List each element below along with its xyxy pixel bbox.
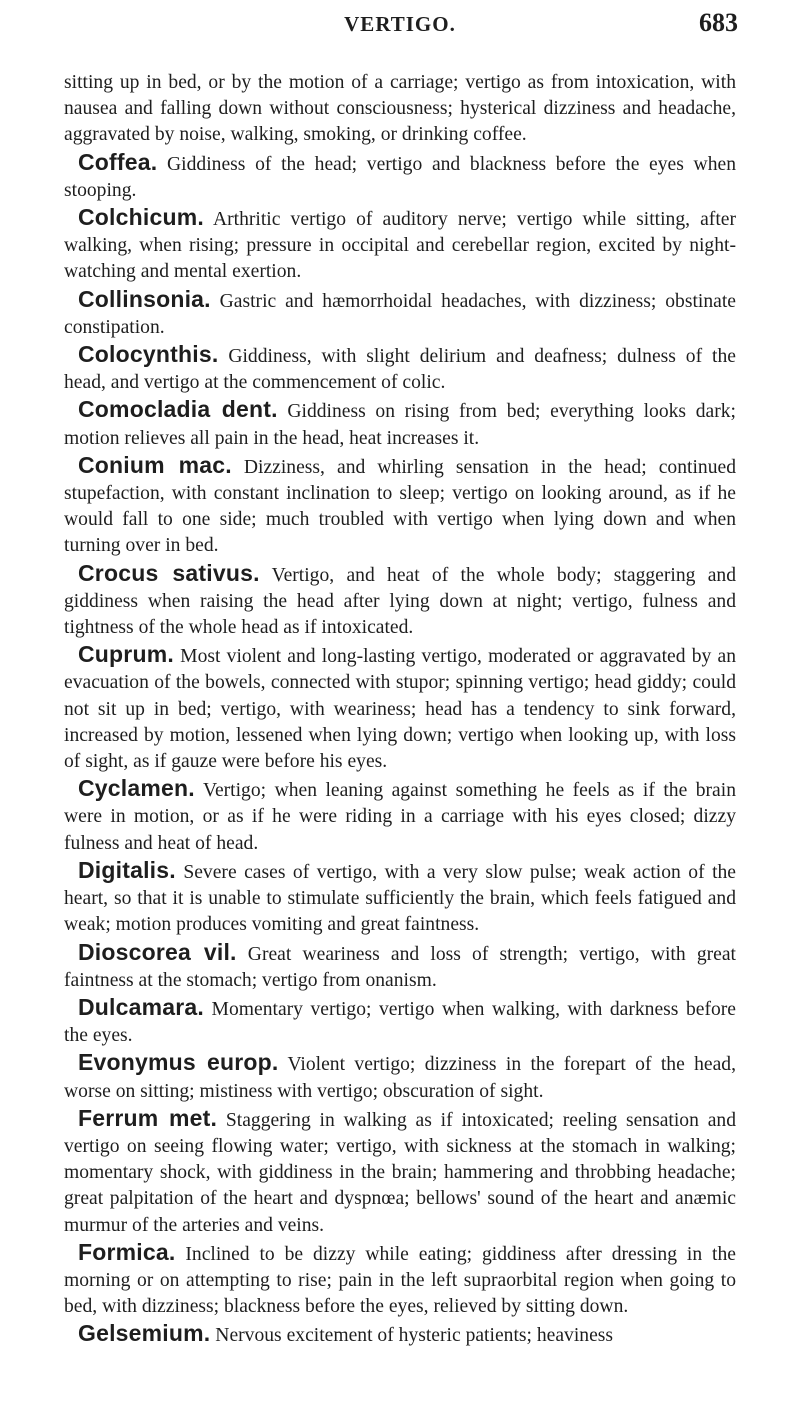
remedy-name: Coffea. xyxy=(78,148,158,175)
remedy-name: Conium mac. xyxy=(78,451,232,478)
remedy-entry xyxy=(64,204,736,286)
running-title: VERTIGO. xyxy=(344,12,456,36)
remedy-entry xyxy=(64,286,736,341)
remedy-entry xyxy=(64,939,736,994)
continuation-paragraph: sitting up in bed, or by the motion of a carriage; vertigo as from intoxication, with nausea and falling down without consciousness; hysterical dizziness and headache, aggravated by noise, walking, smoking, or drinking coffee. xyxy=(64,72,736,146)
remedy-description: Momentary vertigo; vertigo when walking, with darkness before the eyes. xyxy=(64,998,736,1047)
remedy-entry xyxy=(64,857,736,939)
remedy-entry xyxy=(64,1049,736,1104)
page-header xyxy=(64,0,736,58)
remedy-description: Nervous excitement of hysteric patients; heaviness xyxy=(210,1325,614,1347)
remedy-entry xyxy=(64,1105,736,1239)
remedy-description: Gastric and hæmorrhoidal headaches, with dizziness; obstinate constipation. xyxy=(64,290,736,338)
page-number: 683 xyxy=(699,8,738,37)
remedy-entry xyxy=(64,641,736,775)
remedy-entry xyxy=(64,396,736,451)
remedy-description: Violent vertigo; dizziness in the forepart of the head, worse on sitting; mistiness with vertigo; obscuration of sight. xyxy=(64,1054,737,1102)
remedy-name: Colchicum. xyxy=(78,204,204,231)
remedy-entry xyxy=(64,341,736,396)
remedy-name: Dulcamara. xyxy=(78,993,205,1020)
remedy-name: Ferrum met. xyxy=(78,1104,218,1131)
remedy-description: Severe cases of vertigo, with a very slow pulse; weak action of the heart, so that it is unable to stimulate sufficiently the brain, which feels fatigued and weak; motion produces vomiting and great faintness. xyxy=(64,861,736,936)
remedy-description: Giddiness of the head; vertigo and blackness before the eyes when stooping. xyxy=(64,153,736,201)
remedy-name: Collinsonia. xyxy=(78,285,211,312)
remedy-description: Vertigo, and heat of the whole body; staggering and giddiness when raising the head after lying down at night; vertigo, fulness and tightness of the whole head as if intoxicated. xyxy=(64,564,736,639)
remedy-entry xyxy=(64,1320,736,1349)
remedy-name: Cyclamen. xyxy=(78,775,195,802)
remedy-entry xyxy=(64,775,736,857)
remedy-description: Vertigo; when leaning against something he feels as if the brain were in motion, or as if he were riding in a carriage with his eyes closed; dizzy fulness and heat of head. xyxy=(64,780,736,854)
remedy-entry xyxy=(64,560,736,642)
remedy-description: Arthritic vertigo of auditory nerve; vertigo while sitting, after walking, when rising; pressure in occipital and cerebellar region, excited by night-watching and mental exertion. xyxy=(64,209,736,283)
remedy-entry xyxy=(64,994,736,1049)
remedy-name: Colocynthis. xyxy=(78,341,219,368)
remedy-name: Comocladia dent. xyxy=(78,396,278,423)
remedy-entry xyxy=(64,1239,736,1321)
remedy-entry xyxy=(64,452,736,560)
remedy-description: Staggering in walking as if intoxicated; reeling sensation and vertigo on seeing flowing water; vertigo, with sickness at the stomach in walking; momentary shock, with giddiness in the brain; hammering and throbbing headache; great palpitation of the heart and dyspnœa; bellows' sound of the heart and anæmic murmur of the arteries and veins. xyxy=(64,1109,736,1236)
remedy-description: Giddiness on rising from bed; everything looks dark; motion relieves all pain in the head, heat increases it. xyxy=(64,401,736,449)
remedy-entry xyxy=(64,149,736,204)
remedy-name: Formica. xyxy=(78,1238,176,1265)
remedy-name: Evonymus europ. xyxy=(78,1049,279,1076)
remedy-name: Digitalis. xyxy=(78,856,176,883)
remedy-description: Most violent and long-lasting vertigo, moderated or aggravated by an evacuation of the bowels, connected with stupor; spinning vertigo; head giddy; could not sit up in bed; vertigo, with weariness; head has a tendency to sink forward, increased by motion, lessened when lying down; vertigo when looking up, with loss of sight, as if gauze were before his eyes. xyxy=(64,646,736,773)
remedy-description: Great weariness and loss of strength; vertigo, with great faintness at the stomach; vertigo from onanism. xyxy=(64,943,736,991)
body-text xyxy=(64,70,736,1350)
remedy-description: Dizziness, and whirling sensation in the head; continued stupefaction, with constant inclination to sleep; vertigo on looking around, as if he would fall to one side; much troubled with vertigo when lying down and when turning over in bed. xyxy=(64,456,736,557)
remedy-name: Dioscorea vil. xyxy=(78,938,237,965)
remedy-description: Giddiness, with slight delirium and deafness; dulness of the head, and vertigo at the commencement of colic. xyxy=(64,346,736,394)
remedy-name: Cuprum. xyxy=(78,641,174,668)
remedy-name: Crocus sativus. xyxy=(78,559,260,586)
remedy-description: Inclined to be dizzy while eating; giddiness after dressing in the morning or on attempting to rise; pain in the left supraorbital region when going to bed, with dizziness; blackness before the eyes, relieved by sitting down. xyxy=(64,1243,736,1318)
remedy-name: Gelsemium. xyxy=(78,1320,211,1347)
